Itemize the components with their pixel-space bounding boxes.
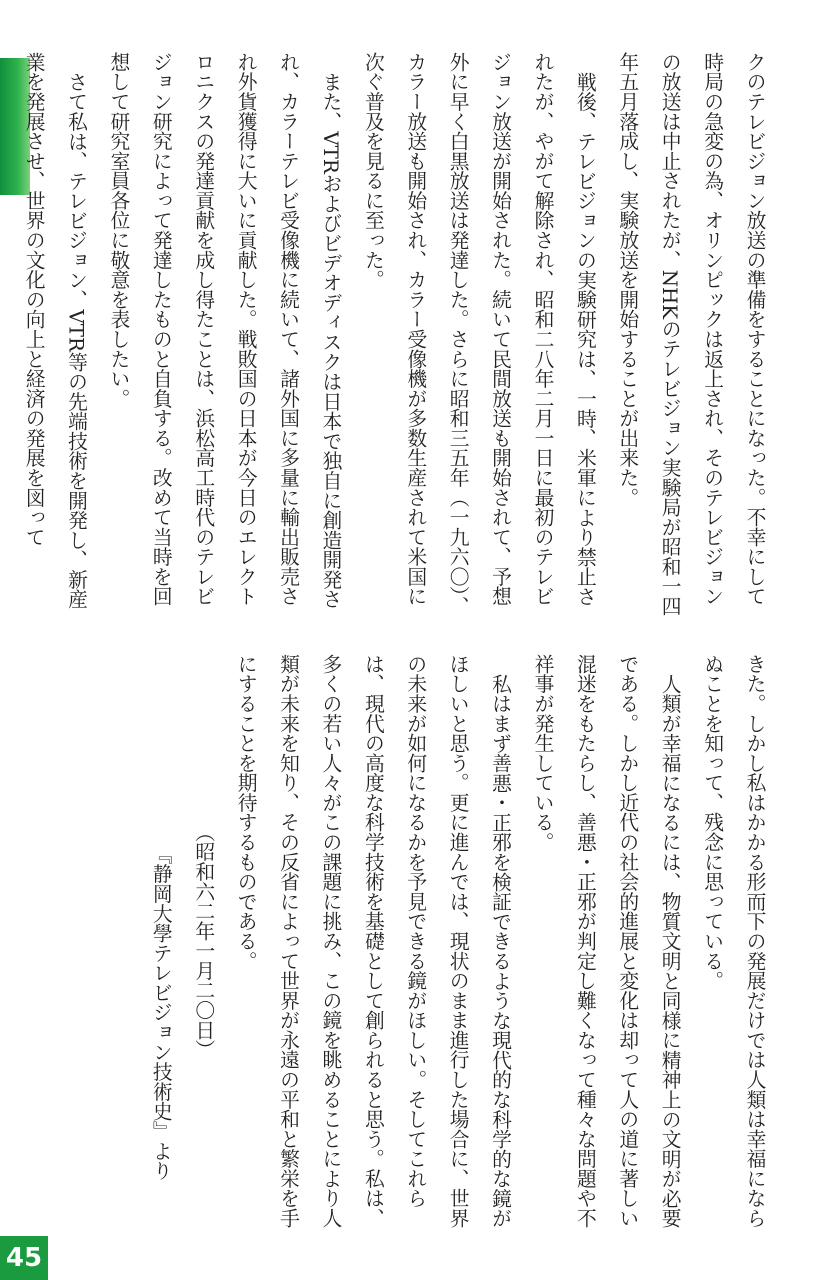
paragraph: クのテレビジョン放送の準備をすることになった。不幸にして時局の急変の為、オリンピックは返上され、そのテレビジョンの放送は中止されたが、NHKのテレビジョン実験局が昭和一四年五月落成し、実験放送を開始することが出来た。 <box>615 52 766 616</box>
paragraph: きた。しかし私はかかる形而下の発展だけでは人類は幸福にならぬことを知って、残念に思っている。 <box>700 654 766 1228</box>
paragraph: 私はまず善悪・正邪を検証できるような現代的な科学的な鏡がほしいと思う。更に進んでは、現状のまま進行した場合に、世界の未来が如何になるかを予見できる鏡がほしい。そしてこれらは、現代の高度な科学技術を基礎として創られると思う。私は、多くの若い人々がこの課題に挑み、この鏡を眺めることにより人類が未来を知り、その反省によって世界が永遠の平和と繁栄を手にすることを期待するものである。 <box>234 654 512 1228</box>
paragraph: さて私は、テレビジョン、VTR等の先端技術を開発し、新産業を発展させ、世界の文化の向上と経済の発展を図って <box>22 52 88 609</box>
date-line: （昭和六二年一月二〇日） <box>191 822 215 1060</box>
top-text-block <box>22 52 775 622</box>
source-citation: 『静岡大學テレビジョン技術史』より <box>149 844 173 1181</box>
paragraph: 人類が幸福になるには、物質文明と同様に精神上の文明が必要である。しかし近代の社会的進展と変化は却って人の道に著しい混迷をもたらし、善悪・正邪が判定し難くなって種々な問題や不祥事が発生している。 <box>530 654 682 1228</box>
page-number: 45 <box>0 1236 48 1280</box>
paragraph: また、VTRおよびビデオディスクは日本で独自に創造開発され、カラーテレビ受像機に続いて、諸外国に多量に輸出販売され外貨獲得に大いに貢献した。戦敗国の日本が今日のエレクトロニクスの発達貢献を成し得たことは、浜松高工時代のテレビジョン研究によって発達したものと自負する。改めて当時を回想して研究室員各位に敬意を表したい。 <box>106 52 342 609</box>
bottom-text-block <box>149 654 775 1234</box>
paragraph: 戦後、テレビジョンの実験研究は、一時、米軍により禁止されたが、やがて解除され、昭和二八年二月一日に最初のテレビジョン放送が開始された。続いて民間放送も開始されて、予想外に早く白黒放送は発達した。さらに昭和三五年（一九六〇）、カラー放送も開始され、カラー受像機が多数生産されて米国に次ぐ普及を見るに至った。 <box>361 52 597 617</box>
